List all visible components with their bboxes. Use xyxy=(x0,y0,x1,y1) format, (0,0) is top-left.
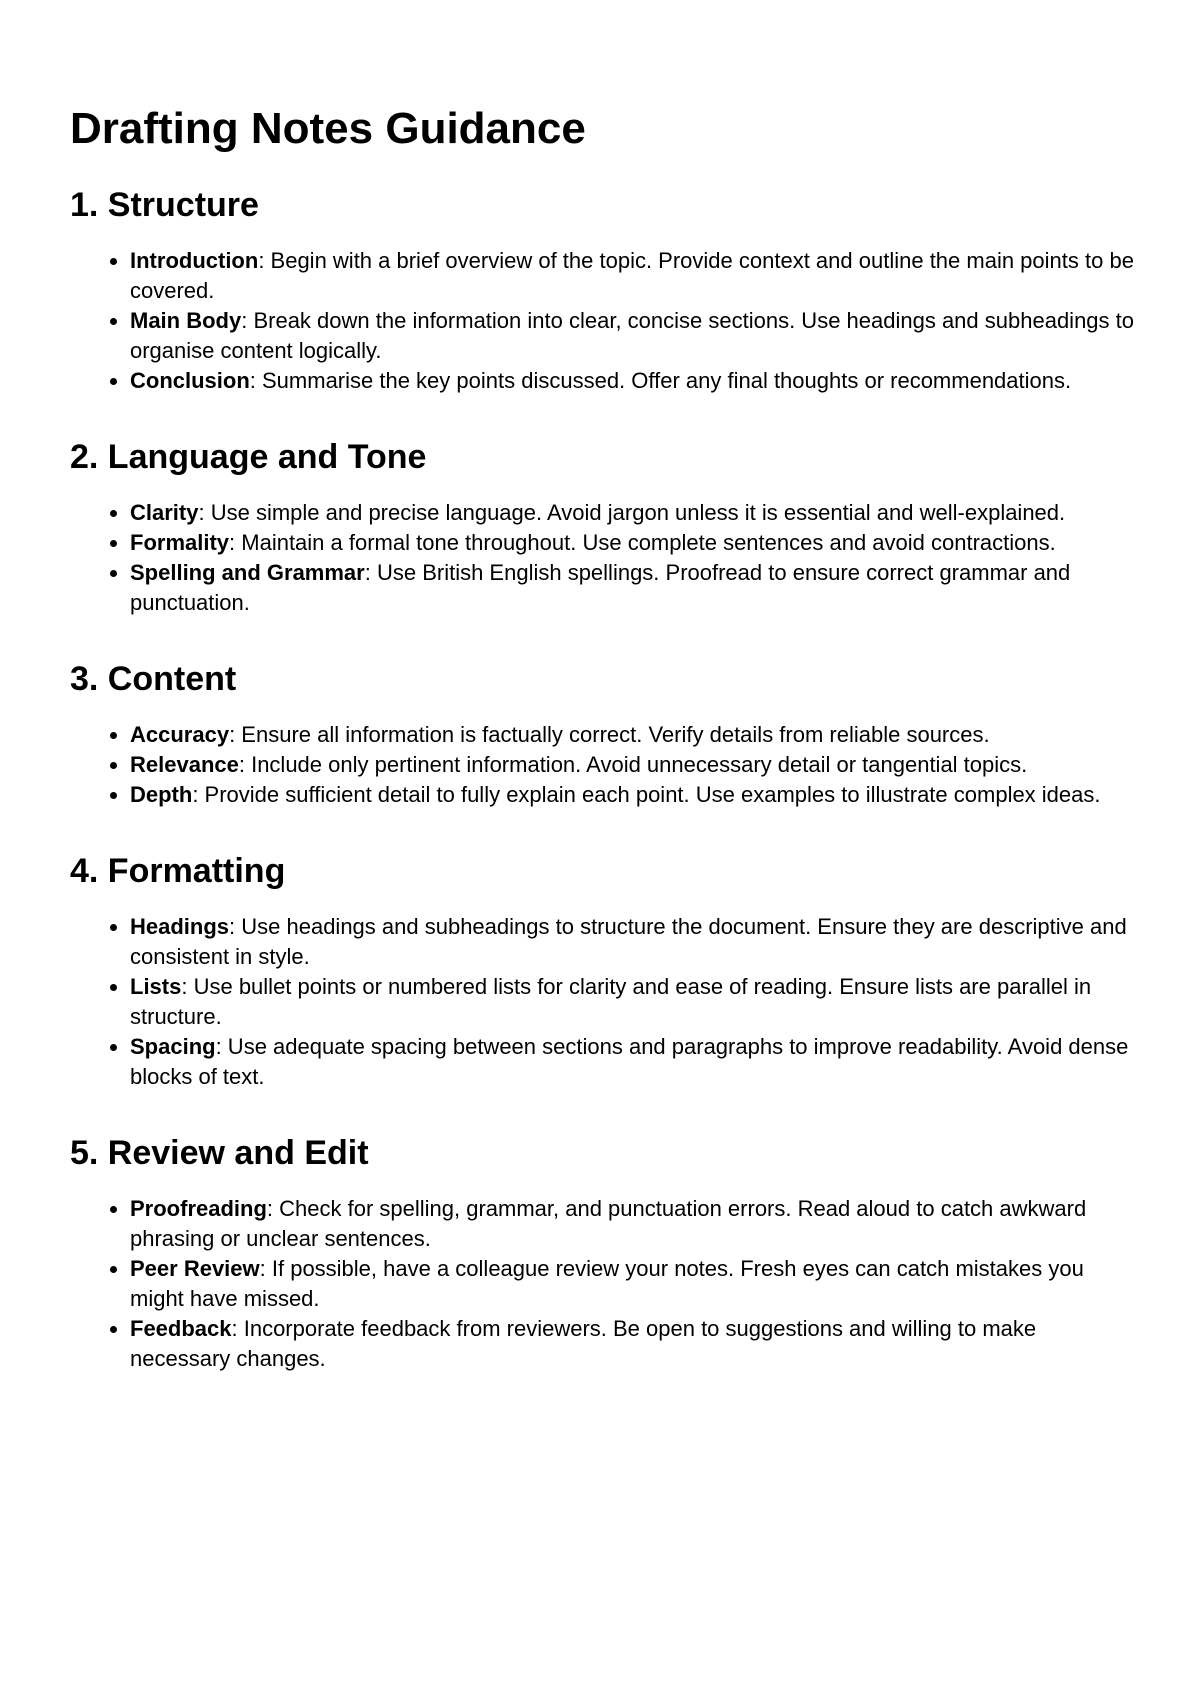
item-term: Spelling and Grammar xyxy=(130,560,365,585)
item-term: Proofreading xyxy=(130,1196,267,1221)
item-term: Formality xyxy=(130,530,230,555)
list-item xyxy=(130,1314,1140,1374)
section-structure xyxy=(70,184,1140,396)
bullet-icon xyxy=(110,1266,117,1273)
item-term: Headings xyxy=(130,914,230,939)
bullet-list xyxy=(70,720,1140,810)
item-text: : Use bullet points or numbered lists for clarity and ease of reading. Ensure lists are parallel in structure. xyxy=(130,974,1092,1029)
list-item xyxy=(130,720,1140,750)
item-text: : Summarise the key points discussed. Offer any final thoughts or recommendations. xyxy=(249,368,1072,393)
bullet-icon xyxy=(110,1326,117,1333)
item-term: Introduction xyxy=(130,248,259,273)
list-item xyxy=(130,558,1140,618)
list-item xyxy=(130,1032,1140,1092)
list-item xyxy=(130,1254,1140,1314)
item-term: Feedback xyxy=(130,1316,232,1341)
page-title: Drafting Notes Guidance xyxy=(70,104,586,153)
item-term: Lists xyxy=(130,974,182,999)
item-text: : Maintain a formal tone throughout. Use complete sentences and avoid contractions. xyxy=(229,530,1056,555)
bullet-icon xyxy=(110,924,117,931)
item-term: Main Body xyxy=(130,308,242,333)
item-term: Clarity xyxy=(130,500,199,525)
item-text: : Begin with a brief overview of the topic. Provide context and outline the main points to be covered. xyxy=(130,248,1134,303)
bullet-icon xyxy=(110,258,117,265)
item-term: Peer Review xyxy=(130,1256,260,1281)
item-term: Relevance xyxy=(130,752,239,777)
bullet-icon xyxy=(110,1044,117,1051)
item-text: : Incorporate feedback from reviewers. Be open to suggestions and willing to make necessary changes. xyxy=(130,1316,1037,1371)
bullet-list xyxy=(70,1194,1140,1374)
bullet-list xyxy=(70,246,1140,396)
item-text: : Use adequate spacing between sections and paragraphs to improve readability. Avoid dense blocks of text. xyxy=(130,1034,1129,1089)
section-heading: 1. Structure xyxy=(70,186,259,224)
bullet-icon xyxy=(110,1206,117,1213)
item-term: Depth xyxy=(130,782,193,807)
bullet-icon xyxy=(110,570,117,577)
section-formatting xyxy=(70,850,1140,1092)
item-text: : Use headings and subheadings to structure the document. Ensure they are descriptive and consistent in style. xyxy=(130,914,1127,969)
bullet-icon xyxy=(110,792,117,799)
item-term: Conclusion xyxy=(130,368,250,393)
list-item xyxy=(130,750,1140,780)
bullet-icon xyxy=(110,732,117,739)
list-item xyxy=(130,912,1140,972)
item-text: : Provide sufficient detail to fully explain each point. Use examples to illustrate complex ideas. xyxy=(192,782,1101,807)
bullet-icon xyxy=(110,318,117,325)
list-item xyxy=(130,246,1140,306)
item-text: : Check for spelling, grammar, and punctuation errors. Read aloud to catch awkward phrasing or unclear sentences. xyxy=(130,1196,1087,1251)
section-heading: 4. Formatting xyxy=(70,852,286,890)
section-language-and-tone xyxy=(70,436,1140,618)
item-text: : Ensure all information is factually correct. Verify details from reliable sources. xyxy=(229,722,990,747)
list-item xyxy=(130,366,1140,396)
section-heading: 2. Language and Tone xyxy=(70,438,427,476)
section-content xyxy=(70,658,1140,810)
list-item xyxy=(130,972,1140,1032)
section-heading: 5. Review and Edit xyxy=(70,1134,369,1172)
item-term: Accuracy xyxy=(130,722,230,747)
bullet-icon xyxy=(110,540,117,547)
section-review-and-edit xyxy=(70,1132,1140,1374)
list-item xyxy=(130,498,1140,528)
list-item xyxy=(130,780,1140,810)
item-text: : Use British English spellings. Proofread to ensure correct grammar and punctuation. xyxy=(130,560,1071,615)
item-text: : Include only pertinent information. Avoid unnecessary detail or tangential topics. xyxy=(238,752,1028,777)
bullet-icon xyxy=(110,762,117,769)
list-item xyxy=(130,528,1140,558)
list-item xyxy=(130,1194,1140,1254)
bullet-icon xyxy=(110,378,117,385)
list-item xyxy=(130,306,1140,366)
section-heading: 3. Content xyxy=(70,660,237,698)
item-text: : Break down the information into clear, concise sections. Use headings and subheadings to organise content logically. xyxy=(130,308,1134,363)
item-text: : If possible, have a colleague review your notes. Fresh eyes can catch mistakes you might have missed. xyxy=(130,1256,1084,1311)
bullet-icon xyxy=(110,984,117,991)
item-term: Spacing xyxy=(130,1034,216,1059)
item-text: : Use simple and precise language. Avoid jargon unless it is essential and well-explained. xyxy=(198,500,1066,525)
bullet-list xyxy=(70,498,1140,618)
bullet-icon xyxy=(110,510,117,517)
bullet-list xyxy=(70,912,1140,1092)
